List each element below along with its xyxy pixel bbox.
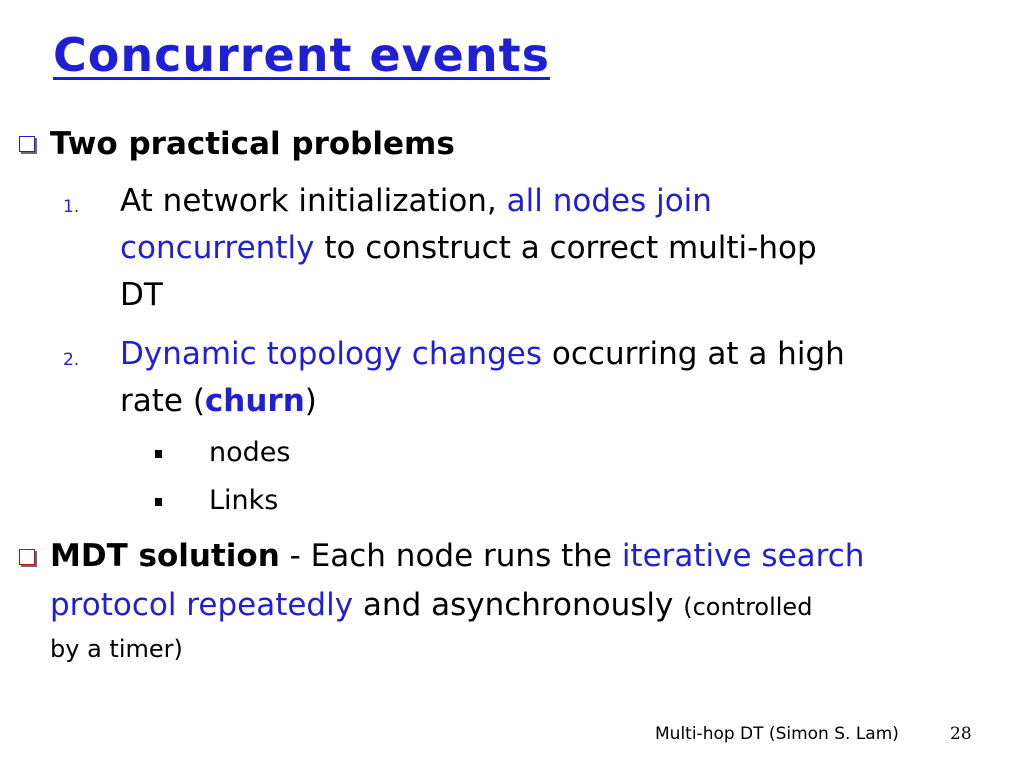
item-number-2: 2.: [63, 350, 80, 370]
hollow-square-bullet-icon: [19, 549, 35, 565]
highlight-text: protocol repeatedly: [50, 587, 354, 623]
highlight-text: all nodes join: [506, 183, 712, 219]
item2-line1: [120, 336, 845, 372]
bullet-heading: [50, 126, 455, 162]
bullet2-line1: [50, 538, 864, 574]
text: occurring at a high: [551, 336, 845, 372]
two-practical-problems-text: Two practical problems: [50, 126, 455, 162]
item-number-1: 1.: [63, 197, 80, 217]
page-number: 28: [950, 724, 972, 744]
text: - Each node runs the: [289, 538, 612, 574]
small-text: by a timer): [50, 635, 183, 663]
text: rate (: [120, 383, 205, 419]
item1-line1: [120, 183, 712, 219]
text: to construct a correct multi-hop: [324, 230, 817, 266]
square-bullet-icon: [155, 498, 162, 506]
text: DT: [120, 277, 163, 313]
mdt-solution-text: MDT solution: [50, 538, 280, 574]
footer-text: Multi-hop DT (Simon S. Lam): [655, 724, 899, 744]
subitem-nodes: nodes: [209, 437, 291, 468]
item1-line2: [120, 230, 817, 266]
highlight-text: iterative search: [621, 538, 865, 574]
churn-text: churn: [204, 383, 305, 419]
item2-line2: [120, 383, 317, 419]
slide-title: Concurrent events: [53, 28, 550, 82]
subitem-links: Links: [209, 485, 279, 516]
text: and asynchronously: [362, 587, 674, 623]
text: ): [304, 383, 317, 419]
item1-line3: [120, 277, 163, 313]
small-text: (controlled: [683, 593, 813, 621]
hollow-square-bullet-icon: [19, 136, 35, 152]
highlight-text: Dynamic topology changes: [120, 336, 543, 372]
bullet2-line2: [50, 587, 812, 623]
highlight-text: concurrently: [120, 230, 315, 266]
square-bullet-icon: [155, 450, 162, 458]
bullet2-line3: [50, 635, 183, 663]
text: At network initialization,: [120, 183, 497, 219]
